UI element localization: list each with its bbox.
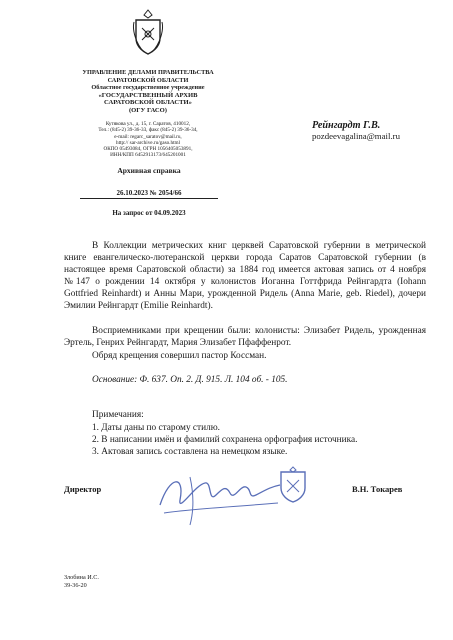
org-line: (ОГУ ГАСО): [128, 106, 167, 114]
org-website: http:// sar-archive.ru/gaso.html: [115, 139, 180, 146]
org-line: САРАТОВСКОЙ ОБЛАСТИ»: [104, 99, 192, 107]
addressee-name: Рейнгардт Г.В.: [312, 120, 381, 131]
executor-name: Злобина И.С.: [64, 574, 99, 581]
org-email: e-mail: regarc_saratov@mail.ru,: [114, 133, 182, 140]
org-line: Областное государственное учреждение: [91, 84, 205, 92]
note-item: 2. В написании имён и фамилий сохранена орфография источника.: [92, 435, 358, 445]
organization-contacts: [50, 121, 246, 159]
org-line: «ГОСУДАРСТВЕННЫЙ АРХИВ: [98, 91, 198, 99]
document-date-number: 26.10.2023 № 2054/66: [80, 189, 218, 199]
note-item: 1. Даты даны по старому стилю.: [92, 423, 220, 433]
organization-header: [48, 69, 248, 115]
body-paragraph-3: Обряд крещения совершил пастор Коссман.: [92, 351, 267, 361]
handwritten-signature: [150, 455, 290, 535]
executor-info: [64, 574, 99, 590]
seal-emblem-icon: [278, 466, 308, 506]
addressee-email: pozdeevagalina@mail.ru: [312, 131, 400, 141]
org-line: УПРАВЛЕНИЕ ДЕЛАМИ ПРАВИТЕЛЬСТВА: [82, 69, 214, 76]
notes-title: Примечания:: [92, 410, 144, 420]
body-paragraph-2: Восприемниками при крещении были: колонисты: Элизабет Ридель, урожденная Эртель, Генрих Рейнгардт, Мария Элизабет Пфаффенрот.: [64, 326, 426, 348]
body-paragraph-1: В Коллекции метрических книг церквей Саратовской губернии в метрической книге евангелическо-лютеранской церкви города Саратов Саратовской губернии (в настоящее время Саратовской области) за 1884 год имеется актовая запись от 4 ноября №147 о рождении 14 октября у колонистов Иоганна Готтфрида Рейнгардта (Iohann Gottfried Reinhardt) и Анны Мари, урожденной Ридель (Anna Marie, geb. Riedel), дочери Эмилии Рейнгардт (Emilie Reinhardt).: [64, 241, 426, 311]
address: Кутякова ул., д. 15, г. Саратов, 410012,: [105, 121, 191, 127]
inn: ИНН/КПП 6452913173/645201001: [110, 152, 186, 159]
coat-of-arms-emblem: [132, 8, 164, 58]
okpo: ОКПО 05493084, ОГРН 1056405053891,: [103, 146, 193, 153]
signatory-position: Директор: [64, 484, 102, 494]
org-line: САРАТОВСКОЙ ОБЛАСТИ: [107, 76, 189, 84]
executor-phone: 39-36-20: [64, 582, 87, 589]
document-title: Архивная справка: [117, 166, 181, 175]
request-reference: На запрос от 04.09.2023: [112, 209, 186, 217]
phone: Тел.: (845-2) 39-36-33, факс (845-2) 39-36-34,: [98, 127, 198, 134]
basis-reference: Основание: Ф. 637. Оп. 2. Д. 915. Л. 104 об. - 105.: [92, 375, 288, 385]
note-item: 3. Актовая запись составлена на немецком языке.: [92, 447, 288, 457]
signatory-name: В.Н. Токарев: [352, 484, 403, 494]
